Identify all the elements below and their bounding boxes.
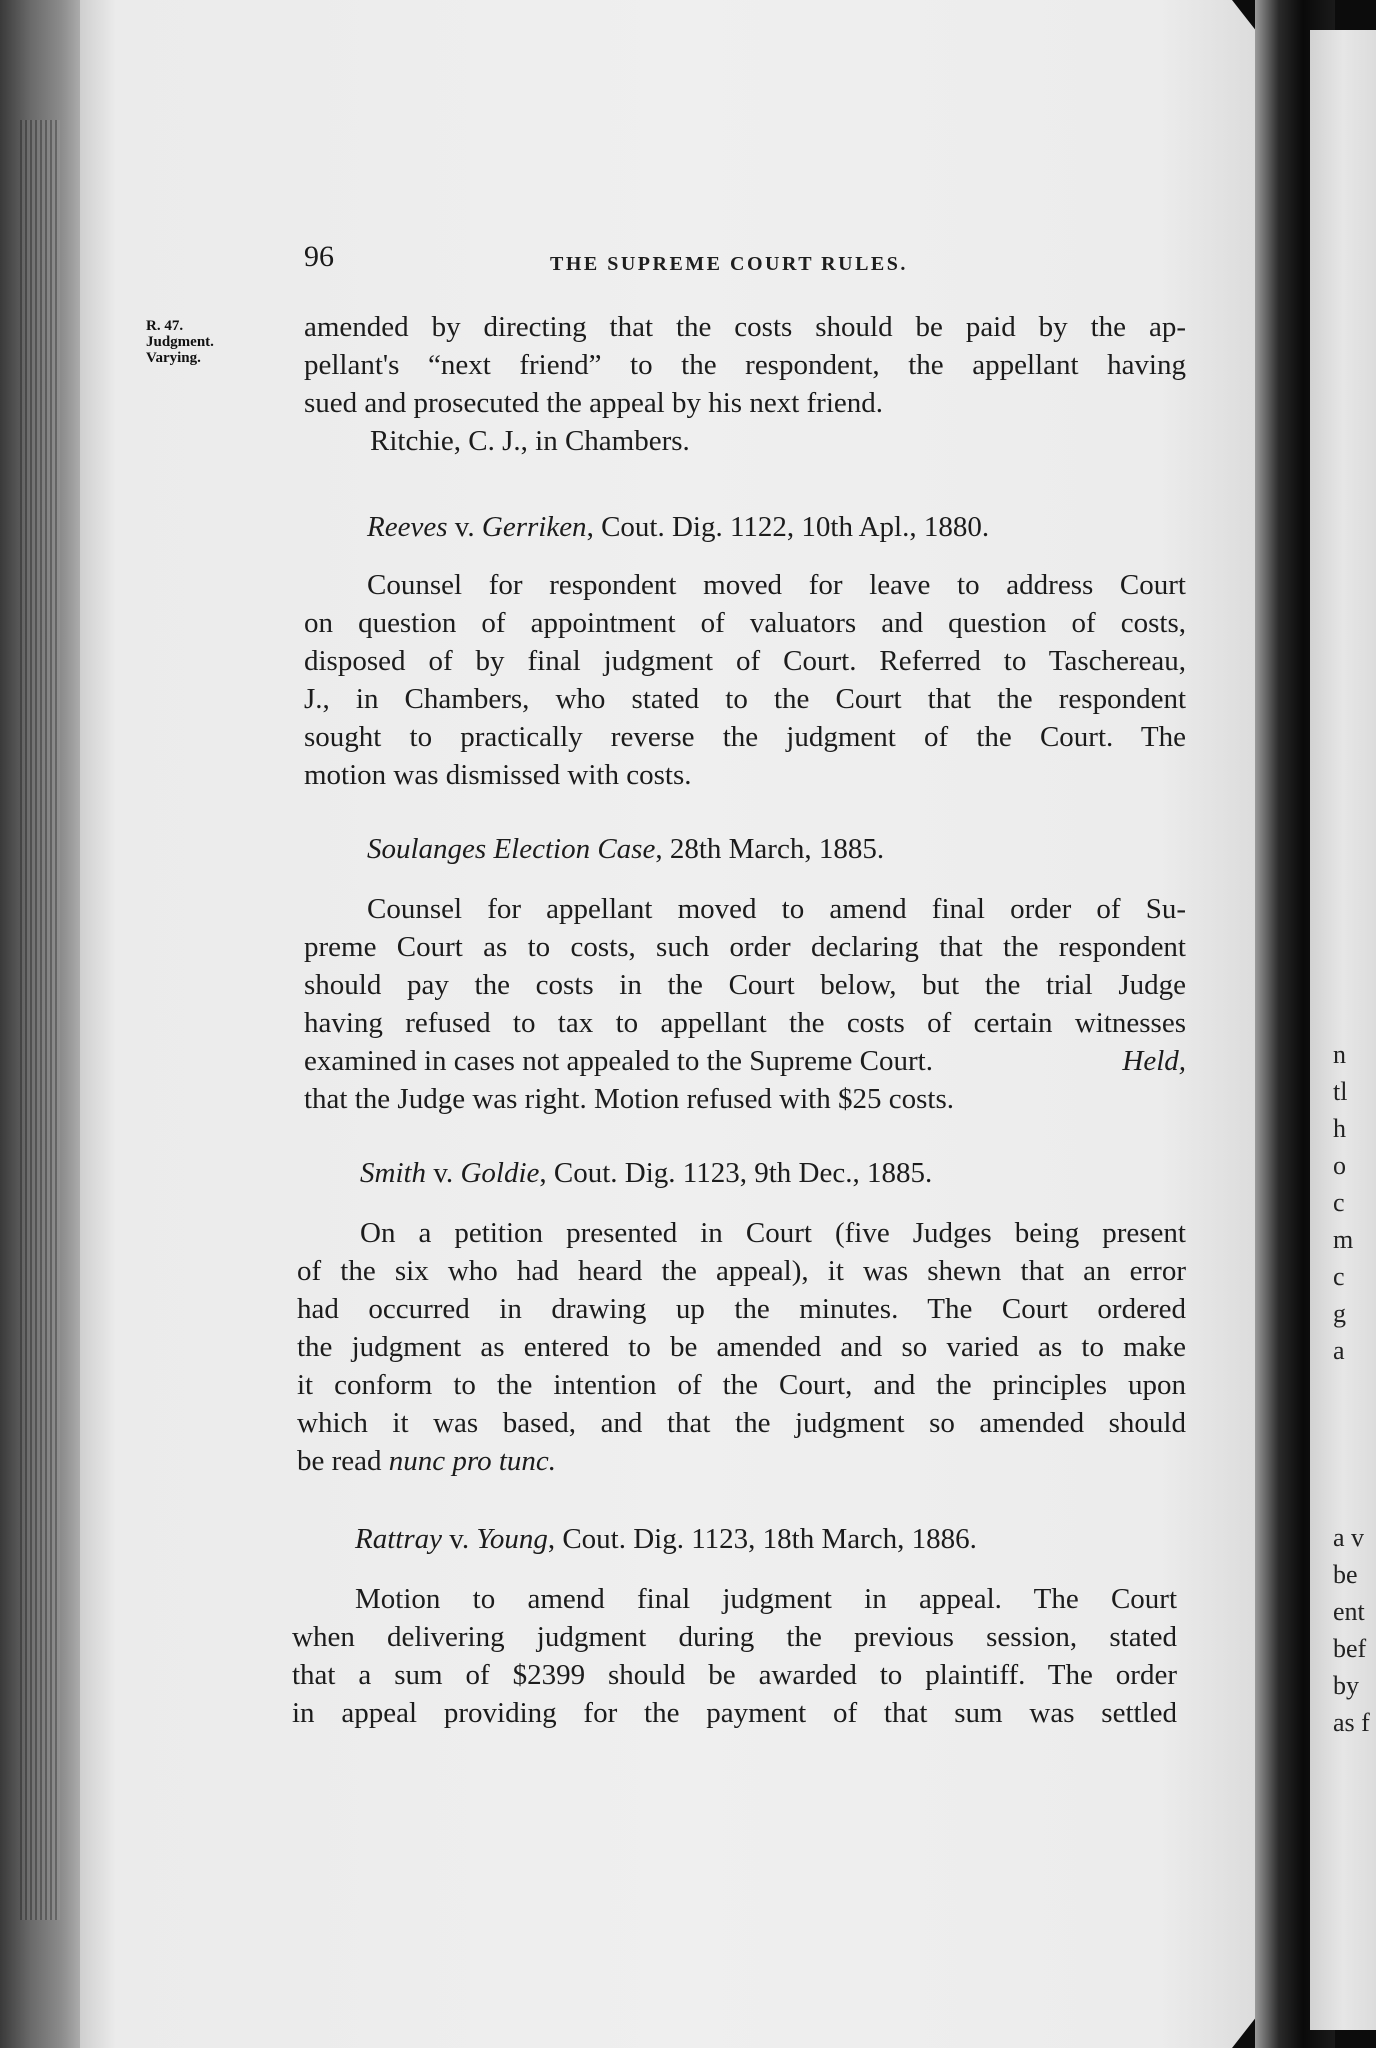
case-caption <box>367 510 989 544</box>
body-line: Motion to amend final judgment in appeal. The Court <box>355 1583 1177 1615</box>
case-citation: , Cout. Dig. 1122, 10th Apl., 1880. <box>586 511 990 543</box>
versus: v. <box>426 1157 461 1189</box>
body-line: should pay the costs in the Court below, but the trial Judge <box>304 969 1186 1001</box>
page-number: 96 <box>304 240 334 273</box>
facing-fragment: m <box>1333 1225 1354 1254</box>
facing-fragment: ent <box>1333 1597 1365 1626</box>
body-line: that the Judge was right. Motion refused with $25 costs. <box>304 1083 954 1115</box>
body-text: be read <box>297 1445 389 1477</box>
body-line: motion was dismissed with costs. <box>304 759 692 791</box>
facing-fragment: n <box>1333 1040 1346 1069</box>
party-name: Reeves <box>367 511 448 543</box>
body-line: J., in Chambers, who stated to the Court that the respondent <box>304 683 1186 715</box>
party-name: Rattray <box>355 1523 442 1555</box>
facing-fragment: as f <box>1333 1708 1370 1737</box>
margin-note-topic: Judgment. <box>146 334 214 350</box>
margin-note <box>146 318 214 366</box>
facing-fragment: tl <box>1333 1077 1348 1106</box>
body-line: pellant's “next friend” to the respondent, the appellant having <box>304 349 1186 381</box>
versus: v. <box>447 511 482 543</box>
body-line: when delivering judgment during the previous session, stated <box>292 1621 1177 1653</box>
party-name: Smith <box>360 1157 427 1189</box>
margin-note-subtopic: Varying. <box>146 350 201 366</box>
signature-line: Ritchie, C. J., in Chambers. <box>370 425 690 457</box>
held-marker: Held, <box>1122 1045 1186 1077</box>
facing-fragment: a v <box>1333 1523 1365 1552</box>
facing-fragment: c <box>1333 1262 1345 1291</box>
facing-fragment: g <box>1333 1299 1346 1328</box>
case-caption <box>367 832 884 866</box>
facing-fragment: o <box>1333 1151 1346 1180</box>
page-edges <box>20 120 60 1920</box>
body-line: sought to practically reverse the judgment of the Court. The <box>304 721 1186 753</box>
case-citation: , Cout. Dig. 1123, 18th March, 1886. <box>547 1523 977 1555</box>
margin-note-rule: R. 47. <box>146 318 184 334</box>
facing-fragment: a <box>1333 1336 1345 1365</box>
case-name: Soulanges Election Case <box>367 833 656 865</box>
latin-phrase: nunc pro tunc. <box>388 1445 557 1477</box>
party-name: Goldie <box>460 1157 540 1189</box>
facing-fragment: bef <box>1333 1634 1367 1663</box>
body-line: it conform to the intention of the Court, and the principles upon <box>297 1369 1186 1401</box>
facing-fragment: by <box>1333 1671 1359 1700</box>
body-line: on question of appointment of valuators and question of costs, <box>304 607 1186 639</box>
case-citation: , 28th March, 1885. <box>655 833 885 865</box>
party-name: Young <box>476 1523 548 1555</box>
body-line: preme Court as to costs, such order declaring that the respondent <box>304 931 1186 963</box>
body-text: examined in cases not appealed to the Supreme Court. <box>304 1045 933 1077</box>
case-caption <box>360 1156 932 1190</box>
body-line: which it was based, and that the judgment so amended should <box>297 1407 1186 1439</box>
case-caption <box>355 1522 977 1556</box>
body-line: the judgment as entered to be amended and so varied as to make <box>297 1331 1186 1363</box>
facing-fragment: c <box>1333 1188 1345 1217</box>
versus: v. <box>442 1523 477 1555</box>
case-citation: , Cout. Dig. 1123, 9th Dec., 1885. <box>539 1157 933 1189</box>
facing-fragment: be <box>1333 1560 1358 1589</box>
body-line: On a petition presented in Court (five Judges being present <box>360 1217 1186 1249</box>
body-line: had occurred in drawing up the minutes. The Court ordered <box>297 1293 1186 1325</box>
facing-fragment: h <box>1333 1114 1346 1143</box>
body-line: of the six who had heard the appeal), it was shewn that an error <box>297 1255 1186 1287</box>
body-line: that a sum of $2399 should be awarded to plaintiff. The order <box>292 1659 1177 1691</box>
body-line: having refused to tax to appellant the costs of certain witnesses <box>304 1007 1186 1039</box>
body-line: Counsel for respondent moved for leave to address Court <box>367 569 1186 601</box>
body-line: sued and prosecuted the appeal by his next friend. <box>304 387 884 419</box>
body-line: Counsel for appellant moved to amend final order of Su- <box>367 893 1186 925</box>
body-line: amended by directing that the costs should be paid by the ap- <box>304 311 1186 343</box>
running-head: THE SUPREME COURT RULES. <box>550 253 908 275</box>
body-line <box>304 1044 1186 1078</box>
body-line <box>297 1444 556 1478</box>
party-name: Gerriken <box>481 511 587 543</box>
body-line: disposed of by final judgment of Court. Referred to Taschereau, <box>304 645 1186 677</box>
body-line: in appeal providing for the payment of that sum was settled <box>292 1697 1177 1729</box>
